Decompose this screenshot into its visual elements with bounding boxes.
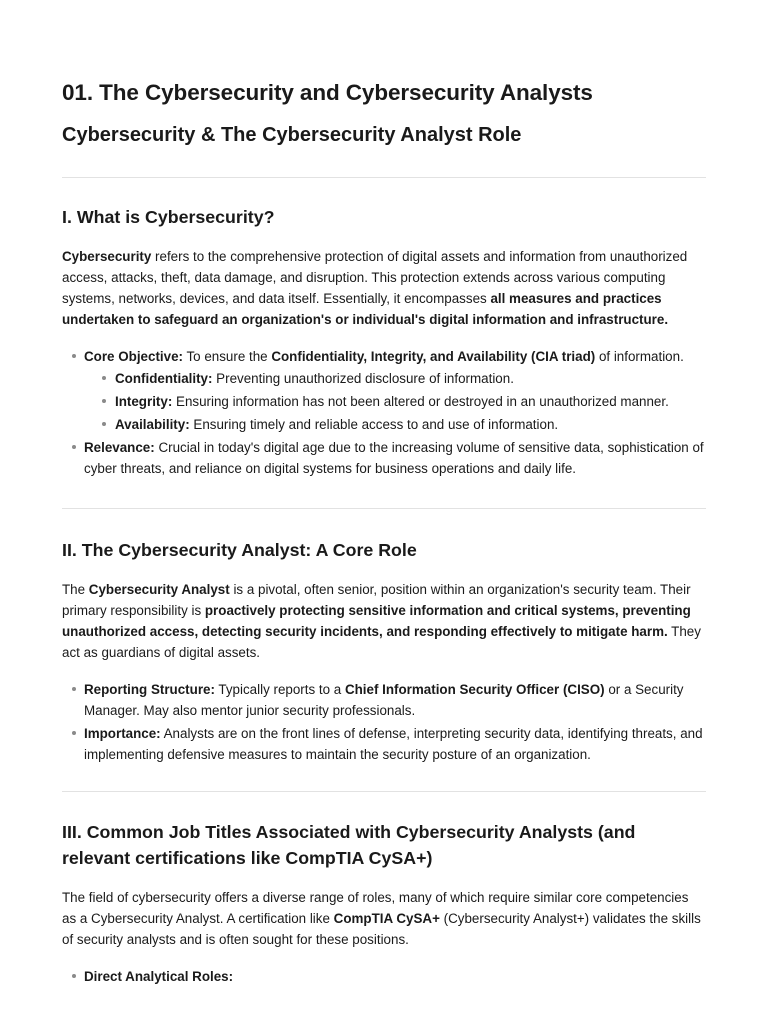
list-item-integrity [84,391,706,412]
item-text: of information. [595,349,684,364]
paragraph-text: The field of cybersecurity offers a diverse range of roles, many of which require similar core competencies as a Cybersecurity Analyst. A certification like [62,890,689,926]
item-text: To ensure the [182,349,272,364]
emphasis-bold: all measures and practices undertaken to safeguard an organization's or individual's digital information and infrastructure. [62,291,669,327]
list-item-relevance [62,437,706,479]
bullet-list [62,346,706,479]
item-text: Ensuring timely and reliable access to and use of information. [189,417,559,432]
list-item-availability [84,414,706,435]
section-heading: II. The Cybersecurity Analyst: A Core Role [62,540,417,560]
item-emphasis: Confidentiality, Integrity, and Availability (CIA triad) [271,349,596,364]
section-heading: I. What is Cybersecurity? [62,207,275,227]
term-bold: Cybersecurity Analyst [88,582,230,597]
section-heading: III. Common Job Titles Associated with Cybersecurity Analysts (and relevant certifications like CompTIA CySA+) [62,822,636,868]
paragraph-text: They act as guardians of digital assets. [62,624,701,660]
section-divider [62,177,706,178]
emphasis-bold: proactively protecting sensitive information and critical systems, preventing unauthorized access, detecting security incidents, and responding effectively to mitigate harm. [62,603,691,639]
item-text: Preventing unauthorized disclosure of information. [212,371,514,386]
bullet-list [62,966,706,987]
nested-bullet-list [84,368,706,435]
paragraph-text: (Cybersecurity Analyst+) validates the skills of security analysts and is often sought for these positions. [62,911,701,947]
item-label: Direct Analytical Roles: [84,969,234,984]
section-what-is-cybersecurity [62,204,706,479]
emphasis-bold: CompTIA CySA+ [333,911,440,926]
item-label: Availability: [115,417,190,432]
item-label: Integrity: [115,394,173,409]
item-label: Importance: [84,726,161,741]
section-divider [62,508,706,509]
item-text: Typically reports to a [214,682,345,697]
document-subtitle: Cybersecurity & The Cybersecurity Analyst Role [62,124,522,146]
item-text: Analysts are on the front lines of defense, interpreting security data, identifying threats, and implementing defensive measures to maintain the security posture of an organization. [84,726,703,762]
paragraph-text: The [62,582,89,597]
paragraph-text: is a pivotal, often senior, position within an organization's security team. Their primary responsibility is [62,582,691,618]
paragraph-text: refers to the comprehensive protection of digital assets and information from unauthorized access, attacks, theft, data damage, and disruption. This protection extends across various computing systems, networks, devices, and data itself. Essentially, it encompasses [62,249,688,306]
list-item-confidentiality [84,368,706,389]
list-item-direct-analytical-roles [62,966,706,987]
bullet-list [62,679,706,765]
section-paragraph [62,246,706,330]
document-title: 01. The Cybersecurity and Cybersecurity Analysts [62,80,593,105]
item-label: Reporting Structure: [84,682,215,697]
item-text: Ensuring information has not been altered or destroyed in an unauthorized manner. [172,394,669,409]
item-label: Relevance: [84,440,155,455]
term-bold: Cybersecurity [62,249,152,264]
item-text: Crucial in today's digital age due to the increasing volume of sensitive data, sophistication of cyber threats, and reliance on digital systems for business operations and daily life. [84,440,704,476]
section-divider [62,791,706,792]
list-item-core-objective [62,346,706,435]
item-text: or a Security Manager. May also mentor junior security professionals. [84,682,684,718]
section-paragraph [62,887,706,950]
item-label: Confidentiality: [115,371,213,386]
section-analyst-role [62,537,706,765]
item-emphasis: Chief Information Security Officer (CISO) [344,682,605,697]
list-item-importance [62,723,706,765]
section-job-titles [62,819,706,987]
list-item-reporting-structure [62,679,706,721]
item-label: Core Objective: [84,349,183,364]
section-paragraph [62,579,706,663]
